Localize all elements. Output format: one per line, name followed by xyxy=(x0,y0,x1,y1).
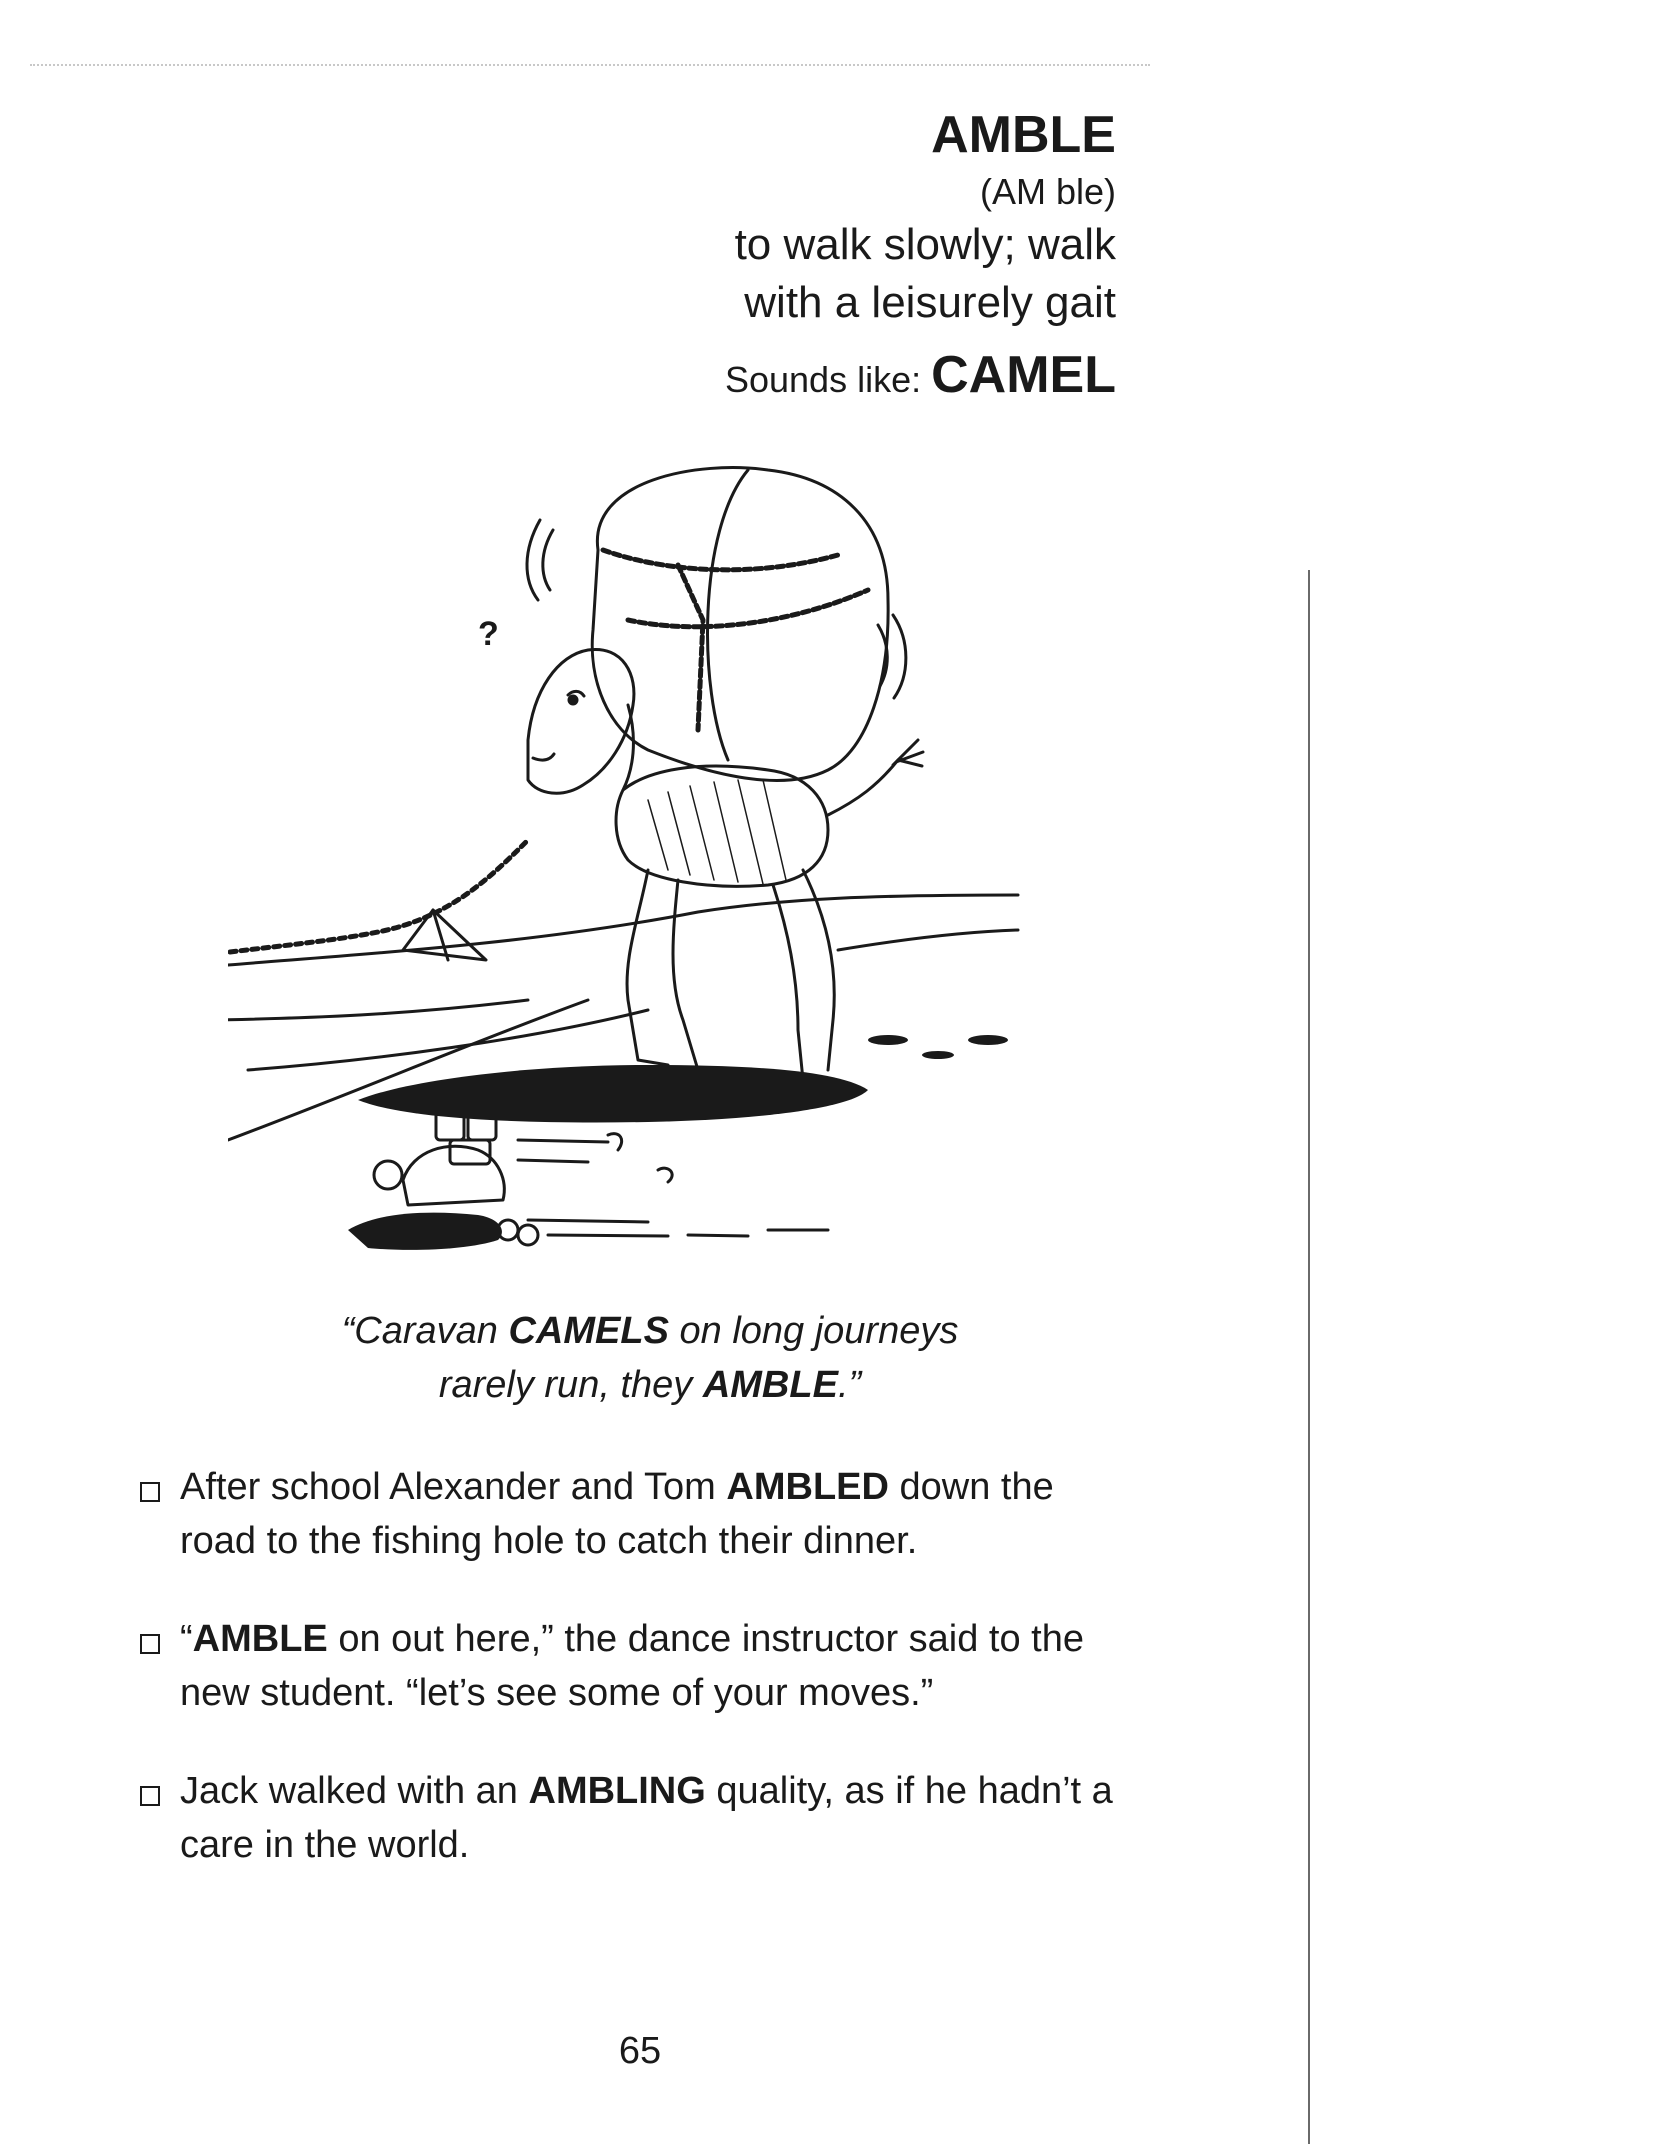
page-number: 65 xyxy=(618,2030,662,2072)
example-item xyxy=(140,1460,1140,1568)
caption-line-1: “Caravan CAMELS on long journeys xyxy=(341,1310,959,1352)
entry-header xyxy=(516,102,1116,411)
example-text: Jack walked with an AMBLING quality, as if he hadn’t a care in the world. xyxy=(180,1770,1113,1866)
checkbox-icon xyxy=(140,1634,160,1654)
page-edge-rule xyxy=(1308,570,1310,2144)
definition-line-2: with a leisurely gait xyxy=(744,278,1116,327)
checkbox-icon xyxy=(140,1482,160,1502)
sounds-like-word: CAMEL xyxy=(931,346,1116,404)
example-text: After school Alexander and Tom AMBLED down the road to the fishing hole to catch their dinner. xyxy=(180,1466,1054,1562)
horizon-line-2 xyxy=(228,1000,528,1020)
speed-lines xyxy=(518,1140,828,1236)
caption-bold-amble: AMBLE xyxy=(702,1364,838,1406)
example-item xyxy=(140,1612,1140,1720)
example-text: “AMBLE on out here,” the dance instructor said to the new student. “let’s see some of your moves.” xyxy=(180,1618,1084,1714)
top-scan-dots xyxy=(30,64,1150,66)
camel-leg-1 xyxy=(627,870,668,1065)
camel-leg-3 xyxy=(773,885,838,1080)
camel-illustration xyxy=(228,440,1048,1290)
horizon-line-1 xyxy=(228,895,1018,965)
pronunciation: (AM ble) xyxy=(979,171,1116,212)
horizon-line-5 xyxy=(838,930,1018,950)
checkbox-icon xyxy=(140,1786,160,1806)
lead-rope xyxy=(230,840,528,952)
definition-line-1: to walk slowly; walk xyxy=(734,220,1116,269)
example-sentences xyxy=(140,1460,1140,1916)
example-item xyxy=(140,1764,1140,1872)
vocab-word: AMBLE xyxy=(931,106,1116,164)
camel-head xyxy=(528,649,634,793)
sounds-like-label: Sounds like: xyxy=(724,359,922,400)
running-dog xyxy=(348,1213,502,1250)
horizon-line-3 xyxy=(248,1010,648,1070)
turtle-head xyxy=(374,1161,402,1189)
camel-body xyxy=(616,766,828,886)
illustration-caption xyxy=(220,1304,1080,1412)
caption-bold-camels: CAMELS xyxy=(508,1310,669,1352)
sounds-like xyxy=(516,344,1116,411)
question-mark: ? xyxy=(478,615,499,653)
caption-line-2: rarely run, they AMBLE.” xyxy=(438,1364,862,1406)
